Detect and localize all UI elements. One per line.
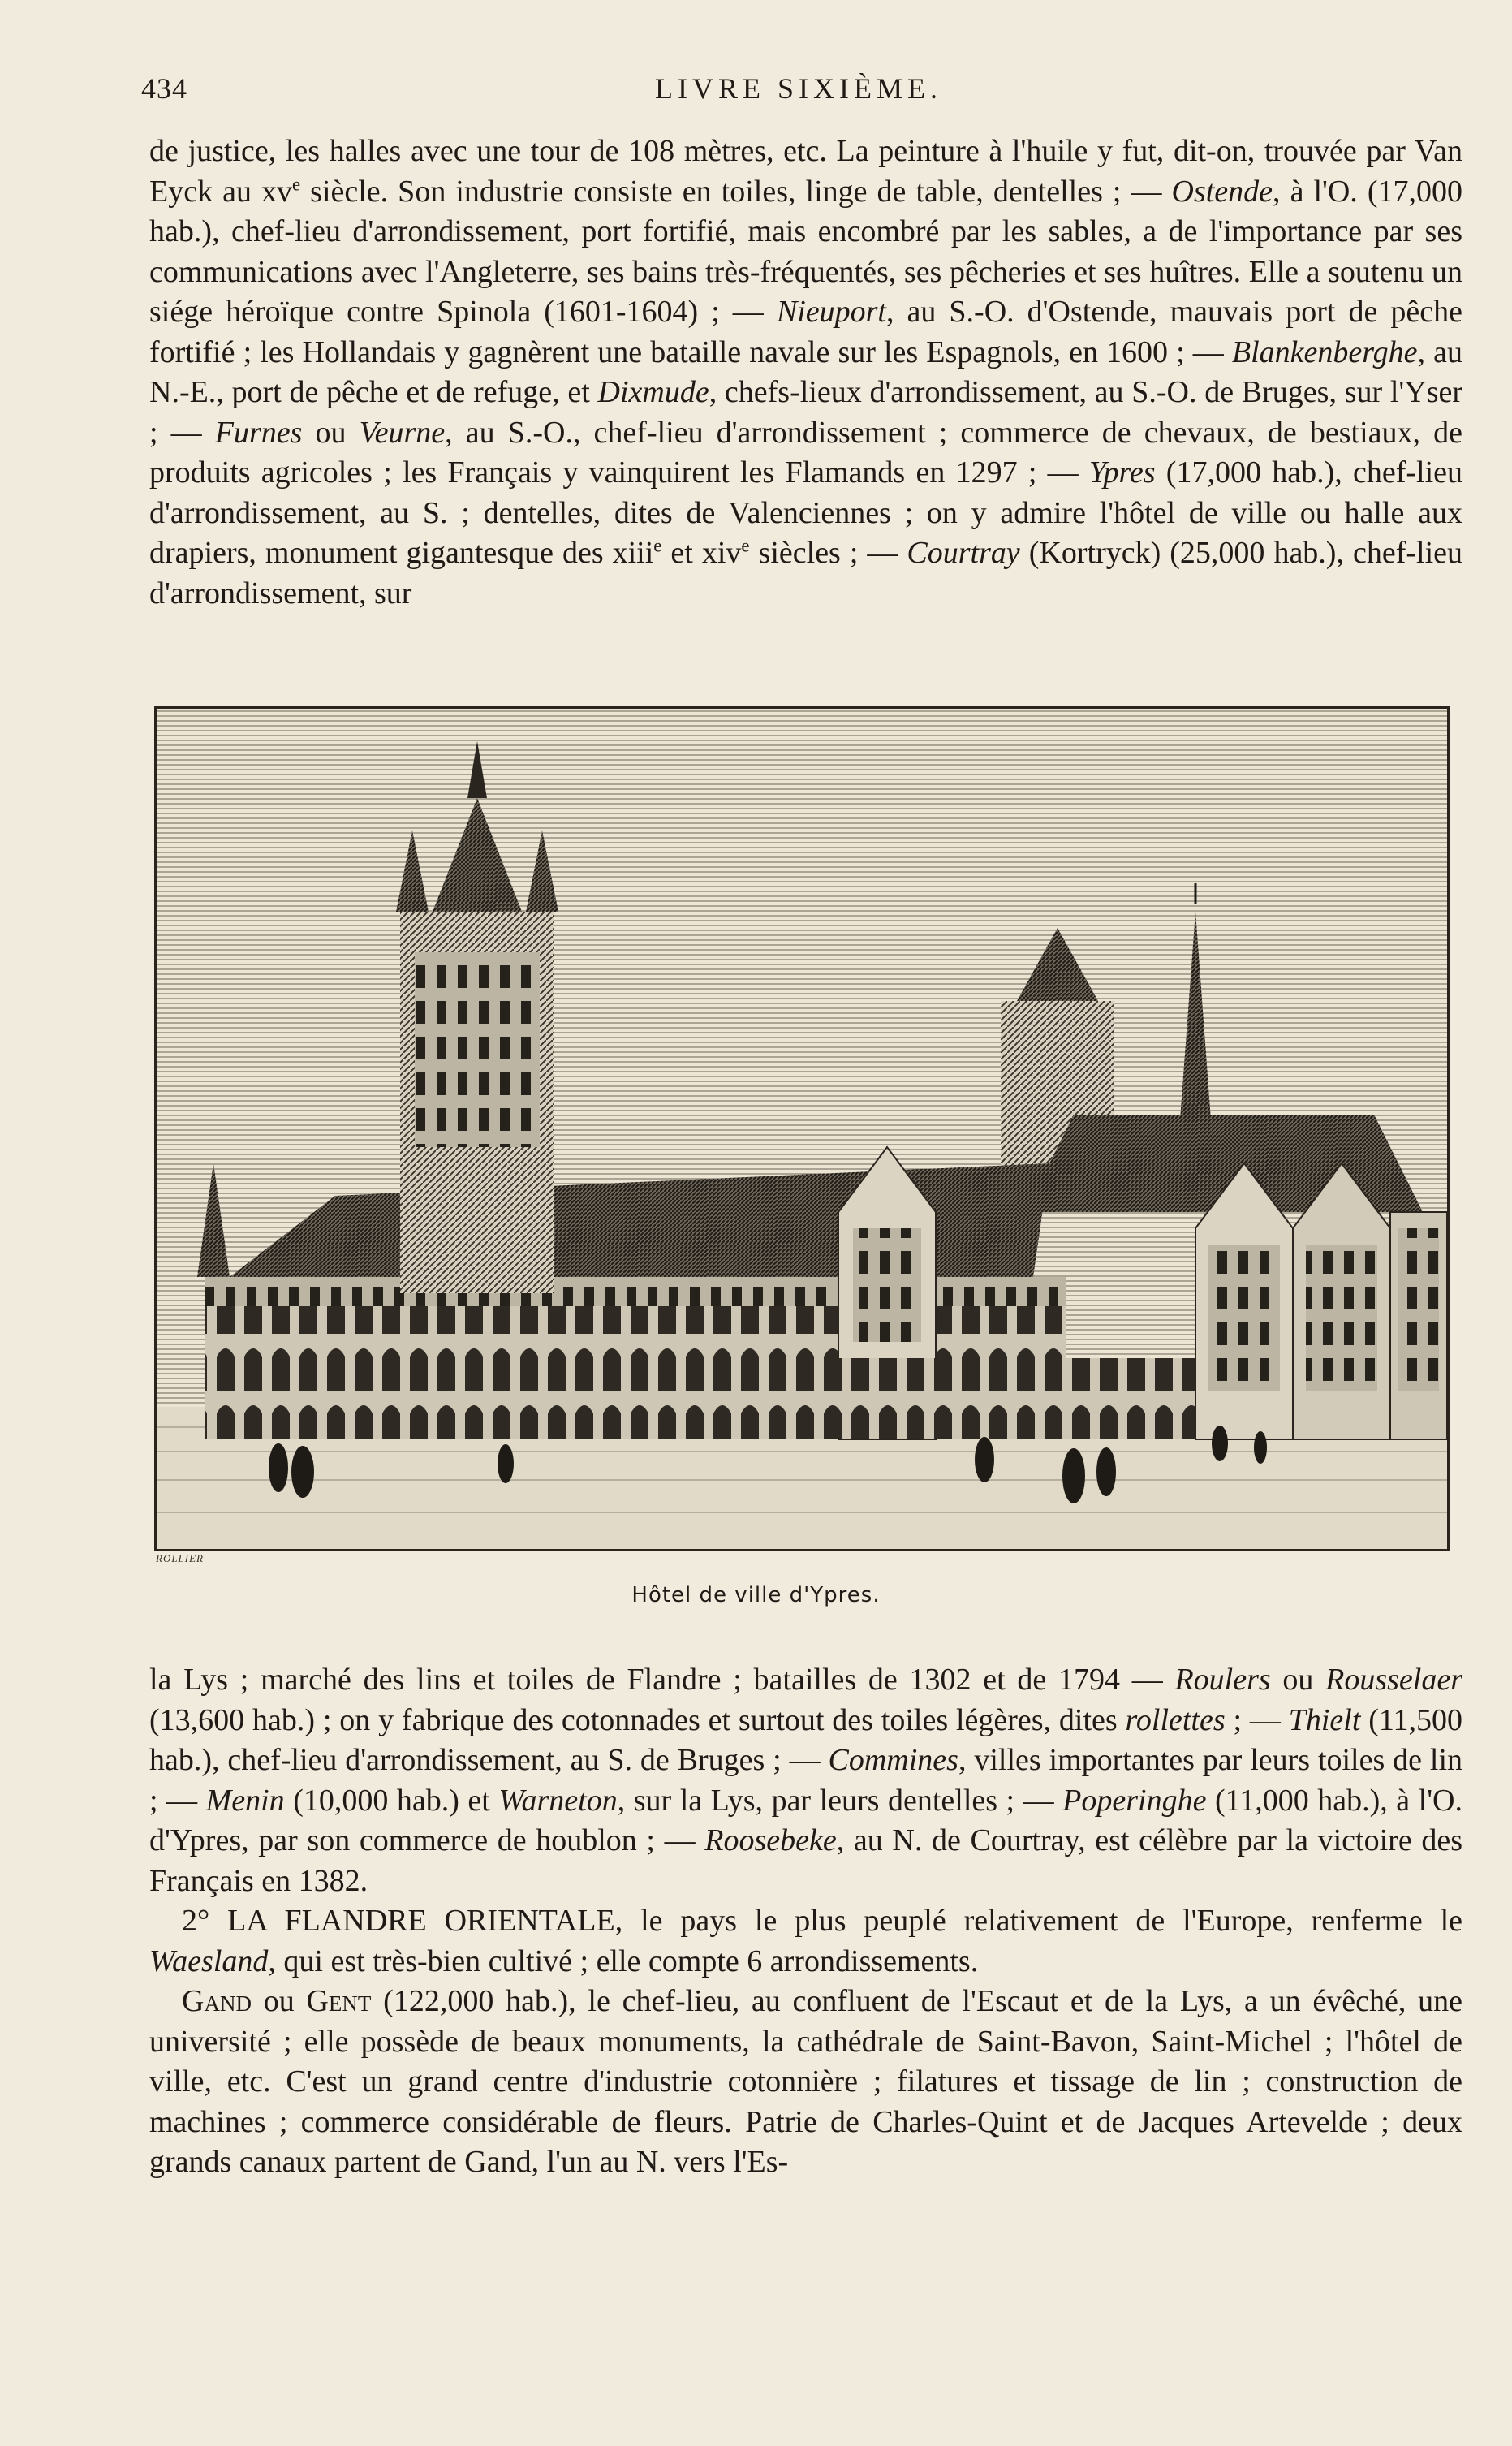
italic-text: Furnes xyxy=(214,415,303,450)
text-run: (122,000 hab.), le chef-lieu, au confluent de l'Escaut et de la Lys, a un évêché, une université ; elle possède de beaux monuments, la cathédrale de Saint-Bavon, Saint-Michel ; l'hôtel de ville, etc. C'est un grand centre d'industrie cotonnière ; filatures et tissage de lin ; construction de machines ; commerce considérable de fleurs. Patrie de Charles-Quint et de Jacques Artevelde ; deux grands canaux partent de Gand, l'un au N. vers l'Es- xyxy=(149,1984,1462,2179)
italic-text: Waesland xyxy=(149,1943,269,1978)
text-run: siècles ; — xyxy=(749,536,907,570)
superscript: e xyxy=(292,173,301,194)
running-head xyxy=(141,71,1456,112)
paragraph xyxy=(149,1901,1462,1982)
text-run: , sur la Lys, par leurs dentelles ; — xyxy=(617,1783,1063,1818)
superscript: e xyxy=(741,535,750,556)
italic-text: Poperinghe xyxy=(1062,1783,1207,1818)
running-title: LIVRE SIXIÈME. xyxy=(655,72,942,105)
italic-text: Rousselaer xyxy=(1325,1663,1463,1697)
text-run: ou xyxy=(1270,1663,1326,1697)
text-run: ou xyxy=(251,1984,307,2018)
text-run: siècle. Son industrie consiste en toiles, linge de table, dentelles ; — xyxy=(300,174,1172,209)
text-run: ; — xyxy=(1225,1702,1289,1737)
text-run: , chefs-lieux d'arrondissement, au S.-O. de Bruges, sur l'Yser ; — xyxy=(149,375,1462,450)
top-text-block xyxy=(149,132,1462,614)
paragraph xyxy=(149,1660,1462,1901)
text-run: (11,500 hab.), chef-lieu d'arrondissement, au S. de Bruges ; — xyxy=(149,1702,1463,1777)
text-run: ou xyxy=(302,415,360,450)
italic-text: Dixmude xyxy=(597,375,709,409)
italic-text: Ostende xyxy=(1171,174,1273,209)
text-run: (17,000 hab.), chef-lieu d'arrondissement, au S. ; dentelles, dites de Valenciennes ; on y admire l'hôtel de ville ou halle aux drapiers, monument gigantesque des xiii xyxy=(149,455,1462,570)
text-run: la Lys ; marché des lins et toiles de Flandre ; batailles de 1302 et de 1794 — xyxy=(149,1663,1175,1697)
text-run: , villes importantes par leurs toiles de lin ; — xyxy=(149,1743,1462,1818)
italic-text: Thielt xyxy=(1288,1702,1361,1737)
superscript: e xyxy=(653,535,662,556)
italic-text: Blankenberghe xyxy=(1231,334,1418,369)
paragraph xyxy=(149,1982,1462,2183)
text-run: (13,600 hab.) ; on y fabrique des cotonnades et surtout des toiles légères, dites xyxy=(149,1702,1126,1737)
text-run: , au S.-O. d'Ostende, mauvais port de pêche fortifié ; les Hollandais y gagnèrent une bataille navale sur les Espagnols, en 1600 ; — xyxy=(149,295,1463,369)
engraver-signature: ROLLIER xyxy=(156,1552,204,1564)
bottom-text-block xyxy=(149,1660,1462,2183)
engraving-figure xyxy=(154,706,1450,1551)
text-run: , au N. de Courtray, est célèbre par la victoire des Français en 1382. xyxy=(149,1823,1462,1898)
text-run: de justice, les halles avec une tour de 108 mètres, etc. La peinture à l'huile y fut, dit-on, trouvée par Van Eyck au xv xyxy=(149,134,1462,209)
italic-text: Menin xyxy=(205,1783,285,1818)
italic-text: Roulers xyxy=(1174,1663,1271,1697)
figure-caption: Hôtel de ville d'Ypres. xyxy=(631,1583,881,1607)
italic-text: Commines xyxy=(828,1743,958,1777)
small-caps-text: Gent xyxy=(306,1984,372,2018)
text-run: et xiv xyxy=(661,536,742,570)
hotel-de-ville-illustration xyxy=(157,709,1447,1549)
italic-text: rollettes xyxy=(1125,1702,1226,1737)
text-run: 2° LA FLANDRE ORIENTALE, le pays le plus peuplé relativement de l'Europe, renferme le xyxy=(182,1904,1462,1938)
text-run: , au N.-E., port de pêche et de refuge, et xyxy=(149,334,1462,409)
text-run: , à l'O. (17,000 hab.), chef-lieu d'arrondissement, port fortifié, mais encombré par les sables, a de l'importance par ses communications avec l'Angleterre, ses bains très-fréquentés, ses pêcheries et ses huîtres. Elle a soutenu un siége héroïque contre Spinola (1601-1604) ; — xyxy=(149,174,1462,329)
italic-text: Warneton xyxy=(498,1783,618,1818)
italic-text: Roosebeke xyxy=(704,1823,837,1857)
page-number: 434 xyxy=(141,72,187,105)
italic-text: Nieuport xyxy=(776,295,886,329)
arcade xyxy=(822,1358,1195,1439)
text-run: , qui est très-bien cultivé ; elle compte 6 arrondissements. xyxy=(268,1943,979,1978)
paragraph xyxy=(149,132,1462,614)
text-run: (10,000 hab.) et xyxy=(284,1783,499,1818)
text-run: (Kortryck) (25,000 hab.), chef-lieu d'arrondissement, sur xyxy=(149,536,1462,610)
small-caps-text: Gand xyxy=(182,1984,252,2018)
italic-text: Ypres xyxy=(1088,455,1156,490)
text-run: , au S.-O., chef-lieu d'arrondissement ; commerce de chevaux, de bestiaux, de produits agricoles ; les Français y vainquirent les Flamands en 1297 ; — xyxy=(149,415,1463,490)
italic-text: Veurne xyxy=(359,415,446,450)
text-run: (11,000 hab.), à l'O. d'Ypres, par son commerce de houblon ; — xyxy=(149,1783,1462,1857)
italic-text: Courtray xyxy=(907,536,1020,570)
